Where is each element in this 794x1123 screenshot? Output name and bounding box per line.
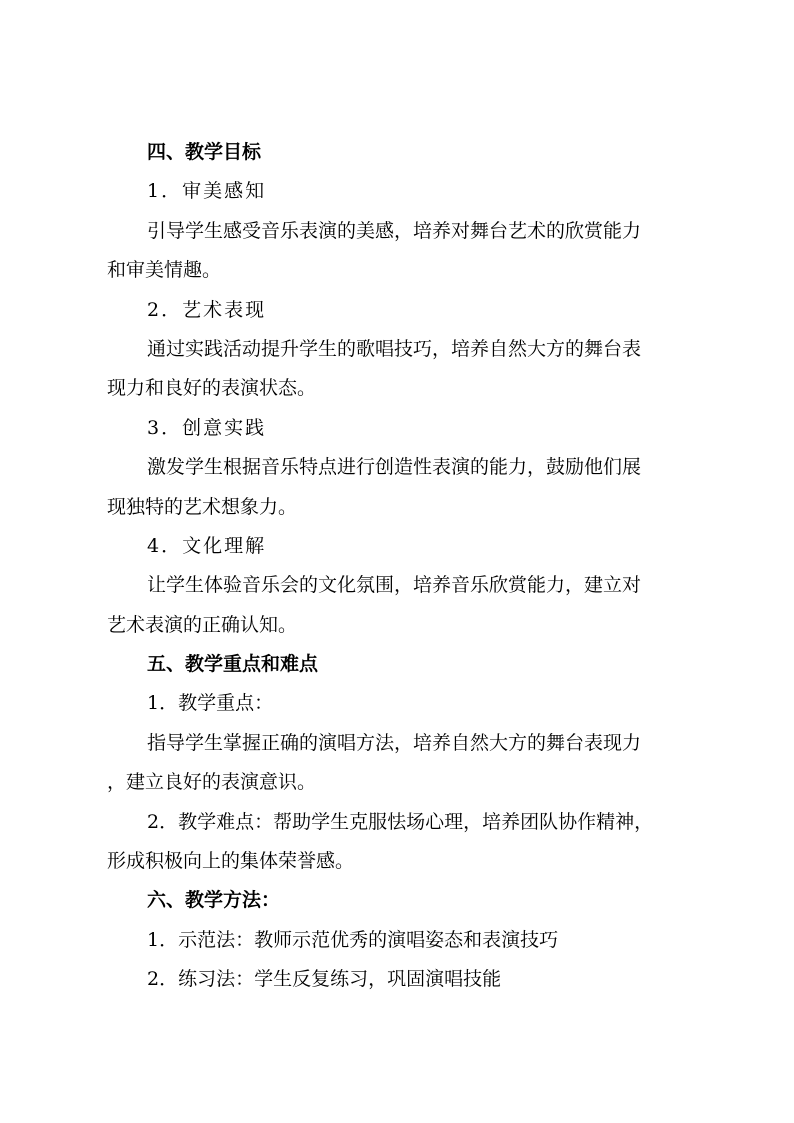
paragraph-line: 指导学生掌握正确的演唱方法，培养自然大方的舞台表现力	[147, 731, 642, 754]
paragraph-line: 艺术表演的正确认知。	[107, 613, 298, 636]
paragraph-line: 和审美情趣。	[107, 259, 222, 282]
subheading-aesthetic-perception: 1．审美感知	[147, 180, 267, 203]
list-item-demonstration-method: 1．示范法：教师示范优秀的演唱姿态和表演技巧	[147, 928, 559, 951]
paragraph-line: 现独特的艺术想象力。	[107, 495, 298, 518]
paragraph-line: 通过实践活动提升学生的歌唱技巧，培养自然大方的舞台表	[147, 337, 642, 360]
document-body	[107, 133, 697, 1000]
subheading-creative-practice: 3．创意实践	[147, 416, 267, 439]
section-heading-teaching-objectives: 四、教学目标	[147, 141, 262, 163]
section-heading-key-points: 五、教学重点和难点	[147, 653, 319, 676]
paragraph-line: 让学生体验音乐会的文化氛围，培养音乐欣赏能力，建立对	[147, 574, 642, 597]
list-item-practice-method: 2．练习法：学生反复练习，巩固演唱技能	[147, 968, 502, 991]
paragraph-line: 引导学生感受音乐表演的美感，培养对舞台艺术的欣赏能力	[147, 219, 642, 242]
paragraph-line: ，建立良好的表演意识。	[107, 771, 317, 794]
paragraph-line: 形成积极向上的集体荣誉感。	[107, 850, 355, 873]
subheading-cultural-understanding: 4．文化理解	[147, 534, 267, 557]
section-heading-teaching-methods: 六、教学方法：	[147, 889, 281, 912]
paragraph-line: 激发学生根据音乐特点进行创造性表演的能力，鼓励他们展	[147, 456, 642, 479]
paragraph-line: 现力和良好的表演状态。	[107, 377, 317, 400]
paragraph-line-difficulty: 2．教学难点：帮助学生克服怯场心理，培养团队协作精神，	[147, 810, 654, 833]
subheading-artistic-expression: 2．艺术表现	[147, 298, 267, 321]
subheading-teaching-focus: 1．教学重点：	[147, 692, 274, 715]
